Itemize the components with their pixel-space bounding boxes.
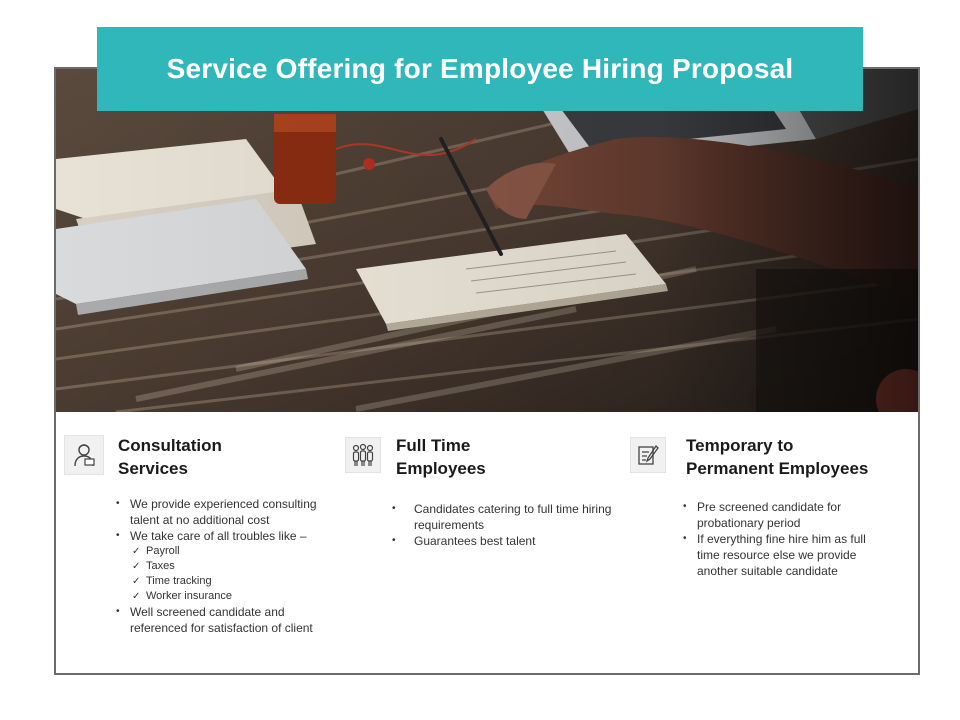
list-item-text: • Well screened candidate and: [130, 605, 285, 619]
team-icon: [345, 437, 381, 473]
title-line: Full Time: [396, 436, 471, 455]
list-item: [392, 501, 638, 533]
list-item: [683, 499, 903, 531]
list-item-text: • We provide experienced consulting: [130, 497, 317, 511]
desk-workspace-photo: [56, 69, 918, 412]
page-title: Service Offering for Employee Hiring Proposal: [166, 53, 794, 84]
full-time-list: [392, 501, 638, 549]
list-item-text: • Guarantees best talent: [414, 534, 536, 548]
check-item: ✓ Time tracking: [130, 574, 352, 589]
list-item: [116, 528, 352, 604]
check-item: ✓ Taxes: [130, 559, 352, 574]
list-item-text: requirements: [414, 518, 485, 532]
list-item-text: probationary period: [697, 516, 801, 530]
title-line: Temporary to: [686, 436, 794, 455]
check-list: [130, 544, 352, 604]
consultant-icon: [64, 435, 104, 475]
list-item-text: • If everything fine hire him as full: [697, 532, 866, 546]
team-icon-svg: [350, 442, 376, 468]
title-banner: [97, 27, 863, 111]
list-item-text: • Pre screened candidate for: [697, 500, 842, 514]
consultation-list: [116, 496, 352, 636]
temporary-to-permanent-title: [686, 434, 868, 480]
check-item: ✓ Worker insurance: [130, 589, 352, 604]
list-item: [392, 533, 638, 549]
list-item-text: talent at no additional cost: [130, 513, 270, 527]
list-item-text: • Candidates catering to full time hiring: [414, 502, 612, 516]
notepad-pen-icon: [630, 437, 666, 473]
list-item-text: another suitable candidate: [697, 564, 838, 578]
list-item-text: referenced for satisfaction of client: [130, 621, 313, 635]
title-line: Consultation: [118, 436, 222, 455]
list-item: [116, 496, 352, 528]
header-photo: [56, 69, 918, 412]
notepad-pen-icon-svg: [636, 443, 660, 467]
list-item: [116, 604, 352, 636]
temporary-list: [683, 499, 903, 579]
check-item: ✓ Payroll: [130, 544, 352, 559]
list-item: [683, 531, 903, 579]
list-item-text: • We take care of all troubles like –: [130, 529, 307, 543]
list-item-text: time resource else we provide: [697, 548, 857, 562]
title-line: Services: [118, 459, 188, 478]
consultation-services-title: [118, 434, 222, 480]
full-time-employees-title: [396, 434, 486, 480]
title-line: Employees: [396, 459, 486, 478]
consultant-icon-svg: [70, 441, 98, 469]
title-line: Permanent Employees: [686, 459, 869, 478]
